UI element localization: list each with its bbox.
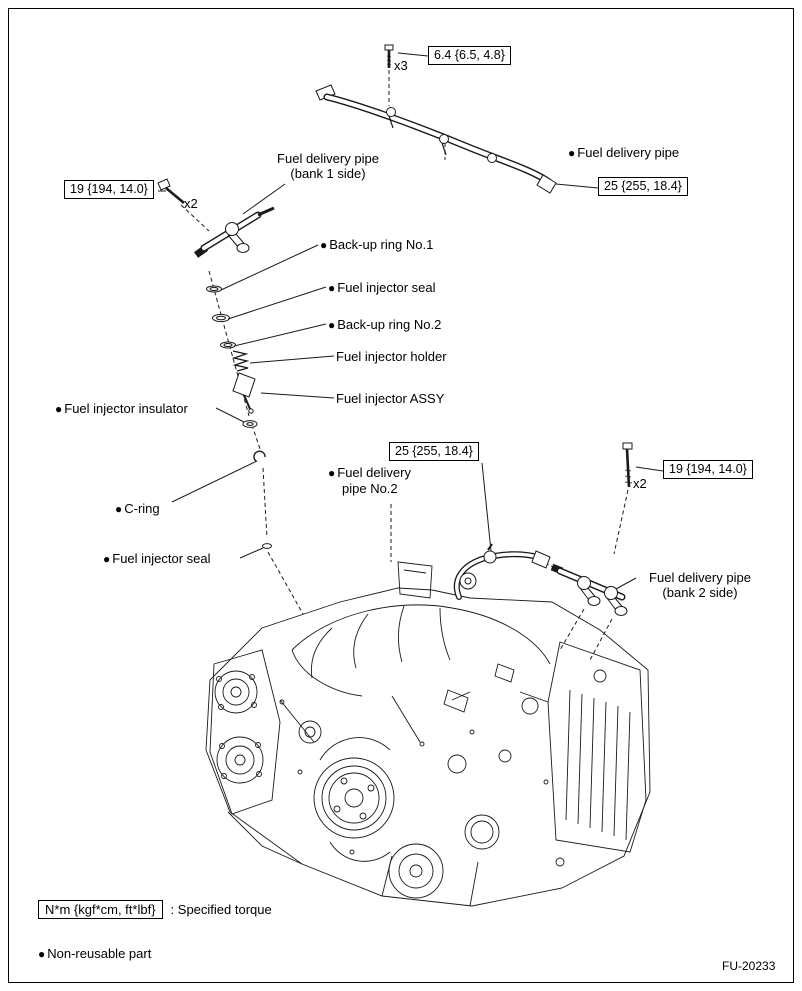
legend-torque [38,900,272,919]
non-reusable-bullet-icon: ● [328,281,336,295]
label-text: (bank 1 side) [290,166,366,181]
non-reusable-bullet-icon: ● [103,552,111,566]
non-reusable-bullet-icon: ● [38,947,46,961]
label-pipe-no2 [328,465,411,496]
label-fuel-injector-seal-upper [328,280,436,296]
label-backup-ring-no2 [328,317,441,333]
label-text: Non-reusable part [47,946,152,961]
label-text: C-ring [124,501,160,516]
non-reusable-bullet-icon: ● [115,502,123,516]
non-reusable-bullet-icon: ● [328,318,336,332]
bank1-pipe-drawing [196,208,274,255]
legend-torque-caption: : Specified torque [170,902,272,917]
label-c-ring [115,501,160,517]
label-text: Back-up ring No.2 [337,317,442,332]
label-text: Back-up ring No.1 [329,237,434,252]
torque-box-rail-right: 25 {255, 18.4} [598,177,688,196]
label-fuel-injector-holder: Fuel injector holder [336,349,447,364]
legend-non-reusable [38,946,151,962]
label-text: (bank 2 side) [662,585,738,600]
count-bank1-bolt: x2 [184,196,198,211]
label-text: Fuel injector seal [337,280,436,295]
label-text: Fuel delivery pipe [649,570,751,585]
torque-box-bank2-bolt: 19 {194, 14.0} [663,460,753,479]
non-reusable-bullet-icon: ● [320,238,328,252]
label-fuel-delivery-pipe [568,145,679,161]
count-top-bolt: x3 [394,58,408,73]
bolt-top-icon [385,45,393,68]
label-text: Fuel delivery [337,465,411,480]
label-text: pipe No.2 [342,481,398,496]
label-text: Fuel injector insulator [64,401,188,416]
label-fuel-injector-assy: Fuel injector ASSY [336,391,445,406]
label-text: Fuel delivery pipe [277,151,379,166]
label-fuel-injector-seal-lower [103,551,211,567]
non-reusable-bullet-icon: ● [328,466,336,480]
non-reusable-bullet-icon: ● [568,146,576,160]
torque-box-pipe-no2: 25 {255, 18.4} [389,442,479,461]
label-backup-ring-no1 [320,237,433,253]
label-text: Fuel delivery pipe [577,145,680,160]
figure-id: FU-20233 [722,959,776,973]
torque-box-top: 6.4 {6.5, 4.8} [428,46,511,65]
non-reusable-bullet-icon: ● [55,402,63,416]
label-bank1-pipe [258,151,398,181]
torque-box-bank1-bolt: 19 {194, 14.0} [64,180,154,199]
engine-drawing [206,562,650,906]
label-bank2-pipe [630,570,770,600]
torque-unit-box: N*m {kgf*cm, ft*lbf} [38,900,163,919]
label-line [328,465,411,481]
pipe-no2-drawing [457,544,550,597]
bolt-bank2-icon [623,443,632,487]
label-fuel-injector-insulator [55,401,188,417]
label-text: Fuel injector seal [112,551,211,566]
count-bank2-bolt: x2 [633,476,647,491]
injector-parts-drawing [207,286,272,548]
